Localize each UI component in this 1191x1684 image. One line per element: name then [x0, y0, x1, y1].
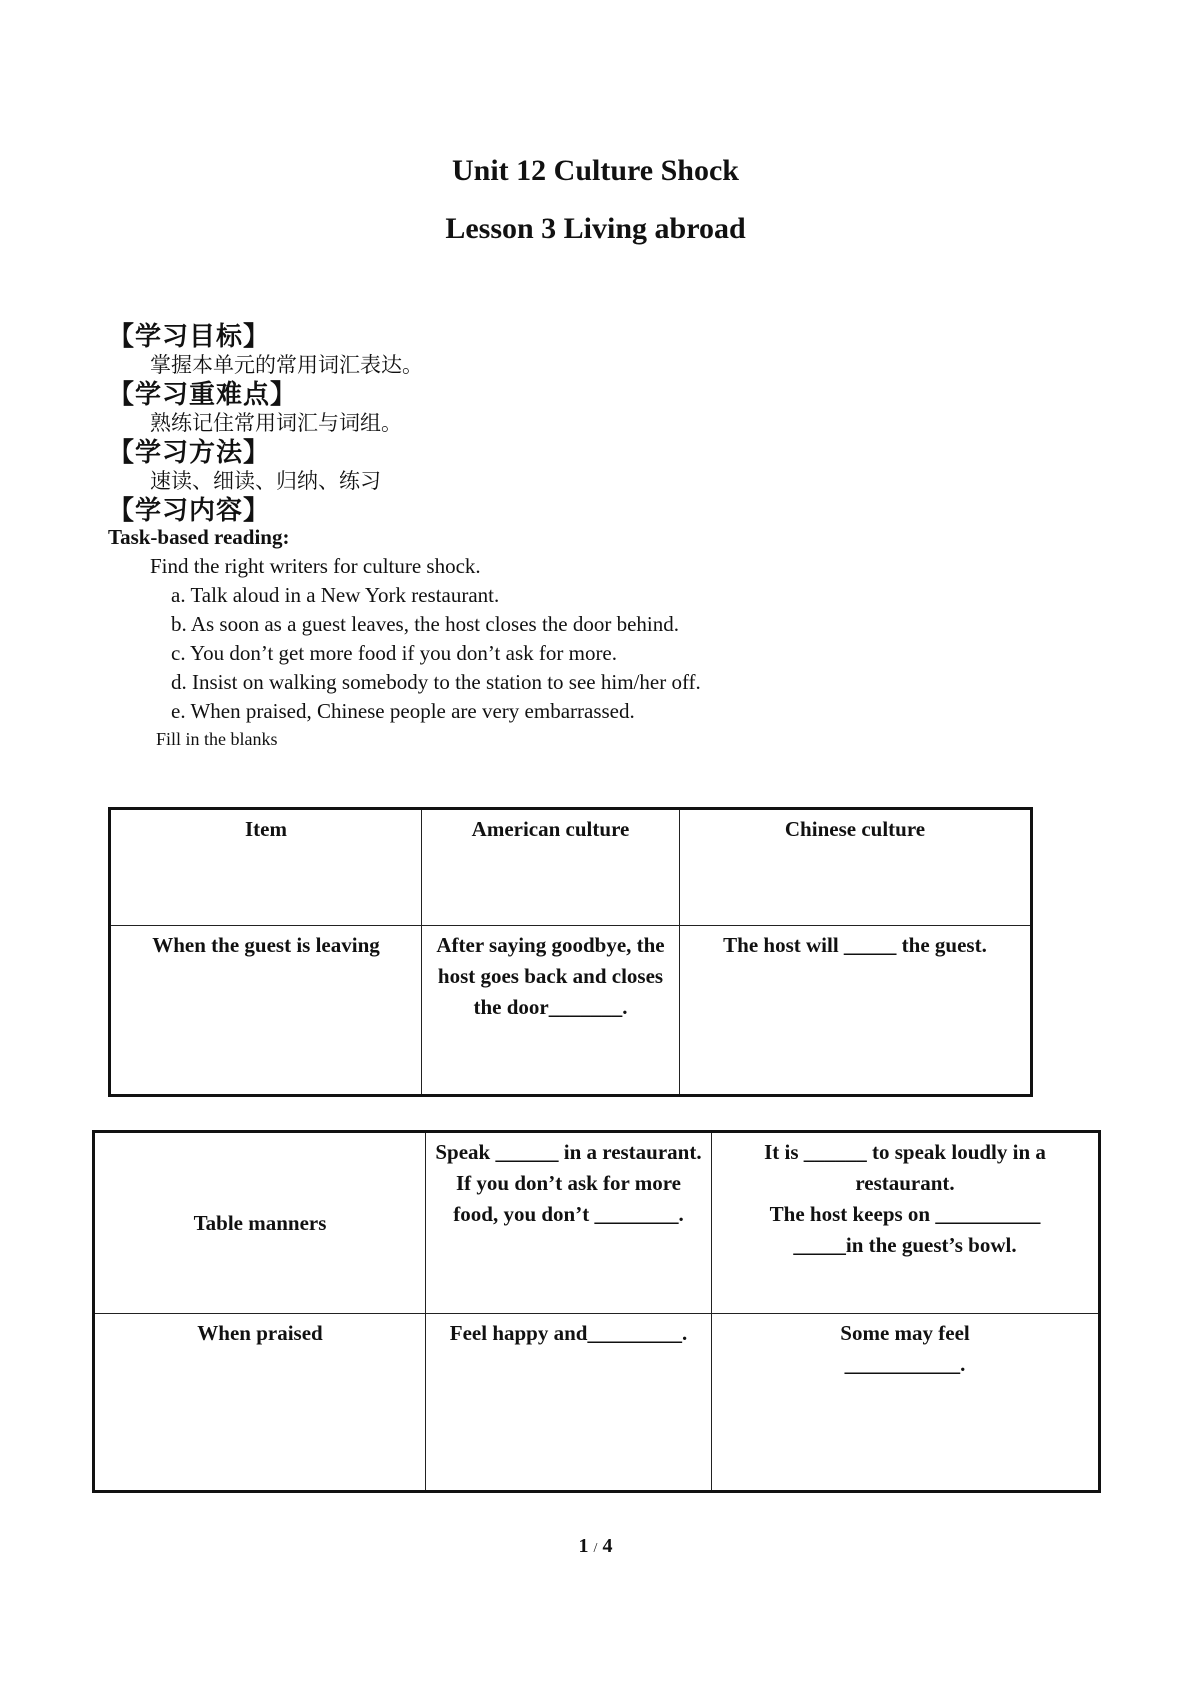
section-heading-methods: 【学习方法】: [108, 438, 271, 467]
task-instruction: Find the right writers for culture shock.: [150, 554, 481, 578]
culture-table-1: [108, 807, 1033, 1097]
page-number: [0, 1535, 1191, 1558]
table-row: [94, 1132, 1100, 1314]
task-item-c: c. You don’t get more food if you don’t ask for more.: [171, 641, 618, 665]
page-title: Unit 12 Culture Shock: [452, 154, 739, 187]
header-american: American culture: [422, 809, 680, 926]
row-item-praised: When praised: [94, 1314, 426, 1492]
table-row: [94, 1314, 1100, 1492]
section-heading-content: 【学习内容】: [108, 496, 271, 525]
table-row: [110, 926, 1032, 1096]
total-pages: 4: [602, 1535, 613, 1557]
task-item-b: b. As soon as a guest leaves, the host closes the door behind.: [171, 612, 679, 636]
section-heading-goals: 【学习目标】: [108, 322, 271, 351]
row-chinese-praised: Some may feel ___________.: [712, 1314, 1100, 1492]
row-item-table-manners: Table manners: [94, 1132, 426, 1314]
header-item: Item: [110, 809, 422, 926]
row-item-leaving: When the guest is leaving: [110, 926, 422, 1096]
current-page: 1: [578, 1535, 589, 1557]
culture-table-2: [92, 1130, 1101, 1493]
row-chinese-leaving: The host will _____ the guest.: [680, 926, 1032, 1096]
section-content-methods: 速读、细读、归纳、练习: [150, 469, 381, 493]
task-label: Task-based reading:: [108, 525, 290, 549]
page-separator: /: [593, 1541, 598, 1556]
table-header-row: [110, 809, 1032, 926]
row-american-praised: Feel happy and_________.: [426, 1314, 712, 1492]
task-item-d: d. Insist on walking somebody to the station to see him/her off.: [171, 670, 701, 694]
lesson-title: Lesson 3 Living abroad: [445, 212, 746, 245]
task-item-e: e. When praised, Chinese people are very embarrassed.: [171, 699, 635, 723]
section-heading-key-points: 【学习重难点】: [108, 380, 298, 409]
row-american-leaving: After saying goodbye, the host goes back and closes the door_______.: [422, 926, 680, 1096]
fill-label: Fill in the blanks: [156, 729, 278, 749]
section-content-goals: 掌握本单元的常用词汇表达。: [150, 353, 423, 377]
row-chinese-table-manners: It is ______ to speak loudly in a restaurant. The host keeps on __________ _____in the guest’s bowl.: [712, 1132, 1100, 1314]
header-chinese: Chinese culture: [680, 809, 1032, 926]
section-content-key-points: 熟练记住常用词汇与词组。: [150, 411, 402, 435]
row-american-table-manners: Speak ______ in a restaurant. If you don’t ask for more food, you don’t ________.: [426, 1132, 712, 1314]
task-item-a: a. Talk aloud in a New York restaurant.: [171, 583, 500, 607]
